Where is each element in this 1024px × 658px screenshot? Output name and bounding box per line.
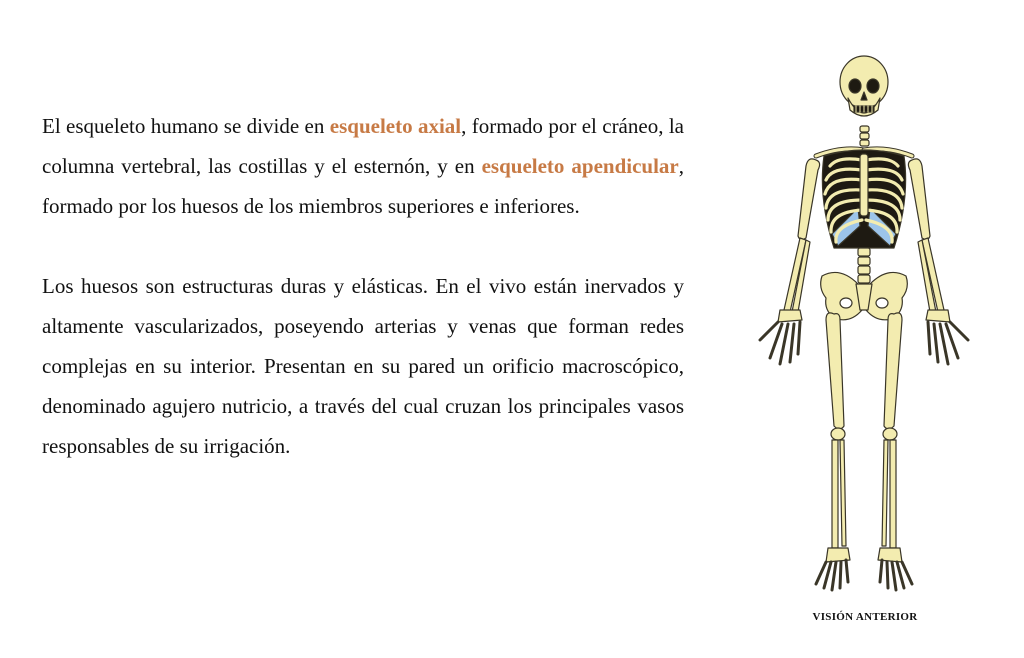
left-leg — [816, 313, 850, 590]
cervical-spine — [860, 126, 869, 146]
paragraph-1-text-end: , formado por los huesos de los miembros superiores e inferiores. — [42, 154, 685, 218]
term-appendicular-skeleton: esqueleto apendicular — [481, 154, 679, 178]
sternum — [860, 154, 868, 216]
ribcage — [822, 150, 905, 248]
skeleton-illustration — [730, 48, 1000, 608]
paragraph-skeleton-division — [42, 106, 684, 226]
skeleton-figure — [730, 48, 1000, 638]
left-arm — [760, 159, 820, 364]
paragraph-1-text-middle: , formado por el cráneo, la columna vertebral, las costillas y el esternón, y en — [42, 114, 684, 178]
term-axial-skeleton: esqueleto axial — [329, 114, 462, 138]
skull — [840, 56, 888, 116]
figure-caption: VISIÓN ANTERIOR — [812, 611, 918, 623]
paragraph-bone-properties: Los huesos son estructuras duras y elásticas. En el vivo están inervados y altamente vascularizados, poseyendo arterias y venas que forman redes complejas en su interior. Presentan en su pared un orificio macroscópico, denominado agujero nutricio, a través del cual cruzan los principales vasos responsables de su irrigación. — [42, 274, 684, 458]
right-patella — [883, 428, 897, 440]
paragraph-1-text-start: El esqueleto humano se divide en — [42, 114, 330, 138]
right-arm — [908, 159, 968, 364]
main-text — [42, 106, 684, 466]
left-patella — [831, 428, 845, 440]
right-leg — [878, 313, 912, 590]
lumbar-spine — [858, 248, 870, 283]
